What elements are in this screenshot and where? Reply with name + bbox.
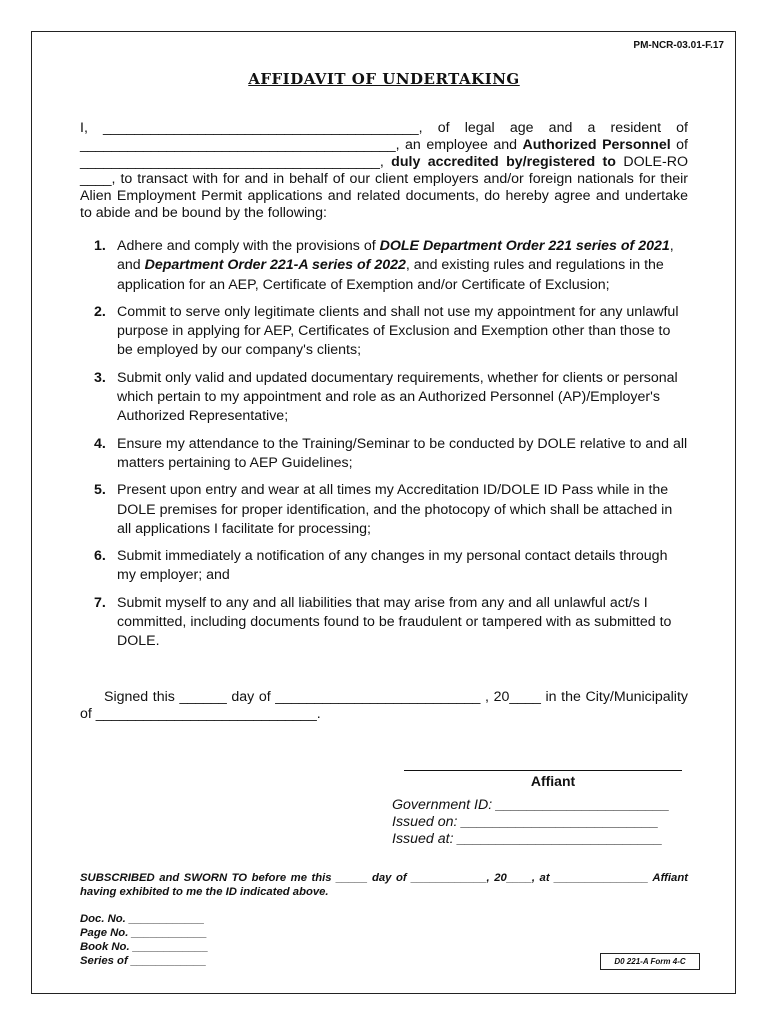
signed-text: Signed this ______ day of __________________________ , 20____ in the City/Municipality of ____________________________. [80,689,688,722]
list-item [80,237,688,295]
intro-paragraph [80,120,688,222]
item-text: Commit to serve only legitimate clients and shall not use my appointment for any unlawful purpose in applying for AEP, Certificates of Exclusion and Exemption other than those to be employed by our company's clients; [117,303,679,359]
affiant-label: Affiant [530,773,576,789]
item-text: , and [117,238,674,274]
list-item [80,547,688,586]
book-no-field: Book No. ____________ [80,941,209,953]
jurat-paragraph [80,871,688,899]
form-code: PM-NCR-03.01-F.17 [633,40,724,51]
list-item [80,303,688,361]
intro-text-3: DOLE-RO ____, to transact with for and in behalf of our client employers and/or foreign nationals for their Alien Employment Permit applications and related documents, do hereby agree and undertake to abide and be bound by the following: [80,154,688,221]
list-item [80,481,688,539]
intro-text-2: of ______________________________________, [80,137,688,170]
notary-block [80,912,208,968]
list-item [80,369,688,427]
affiant-id-block [392,797,692,847]
item-bold-ref: DOLE Department Order 221 series of 2021 [379,238,670,254]
item-bold-ref: Department Order 221-A series of 2022 [144,257,406,274]
item-text: , and existing rules and regulations in the application for an AEP, Certificate of Exemption and/or Certificate of Exclusion; [117,257,664,293]
page-no-field: Page No. ____________ [80,927,207,939]
list-item [80,435,688,474]
doc-no-field: Doc. No. ____________ [80,913,205,925]
item-number: 4. [94,435,106,452]
intro-authorized: Authorized Personnel [522,137,671,153]
intro-text-1: I, ________________________________________, of legal age and a resident of ________________________________________, an employee and [80,120,688,153]
undertaking-list [80,237,688,660]
item-text: Adhere and comply with the provisions of [117,238,380,254]
issued-at-field: Issued at: __________________________ [392,830,663,847]
item-text: Present upon entry and wear at all times my Accreditation ID/DOLE ID Pass while in the DOLE premises for proper identification, and the photocopy of which shall be attached in all applications I facilitate for processing; [117,482,673,537]
item-text: Ensure my attendance to the Training/Seminar to be conducted by DOLE relative to and all matters pertaining to AEP Guidelines; [117,435,688,471]
series-field: Series of ____________ [80,955,207,967]
item-number: 6. [94,548,106,565]
item-number: 5. [94,482,106,499]
intro-duly: duly accredited by/registered to [391,154,616,170]
item-number: 2. [94,303,106,320]
affiant-signature-line [404,770,682,771]
jurat-text: SUBSCRIBED and SWORN TO before me this _____ day of ____________, 20____, at _______________ Affiant having exhibited to me the ID indicated above. [80,872,688,898]
issued-on-field: Issued on: _________________________ [392,813,659,830]
item-text: Submit myself to any and all liabilities that may arise from any and all unlawful act/s I committed, including documents found to be fraudulent or tampered with as submitted to DOLE. [117,594,672,650]
government-id-field: Government ID: ______________________ [392,797,670,813]
item-number: 1. [94,238,106,254]
signed-paragraph [80,689,688,723]
item-text: Submit only valid and updated documentary requirements, whether for clients or personal which pertain to my appointment and role as an Authorized Personnel (AP)/Employer's Authorized Representative; [117,369,678,425]
item-number: 7. [94,594,106,611]
form-reference-box: D0 221-A Form 4-C [600,953,700,970]
item-number: 3. [94,369,106,386]
list-item [80,594,688,652]
item-text: Submit immediately a notification of any changes in my personal contact details through my employer; and [117,548,668,584]
document-title: AFFIDAVIT OF UNDERTAKING [248,70,520,88]
